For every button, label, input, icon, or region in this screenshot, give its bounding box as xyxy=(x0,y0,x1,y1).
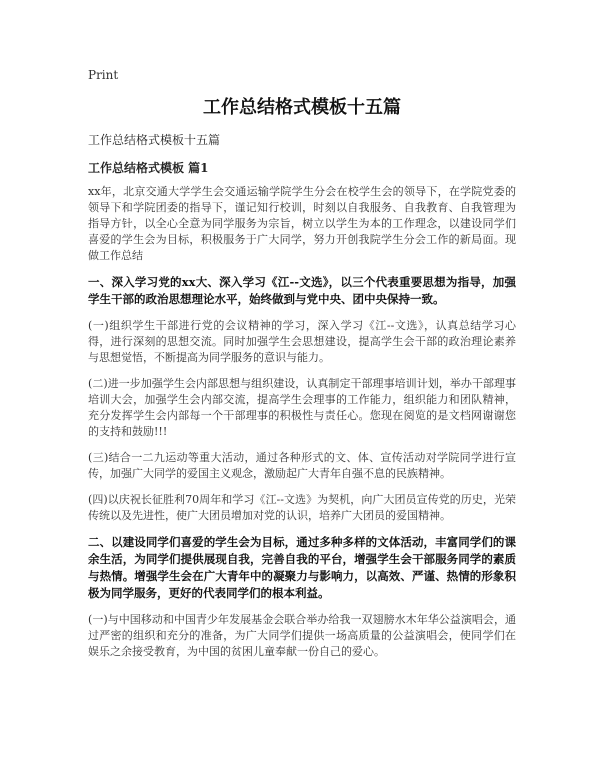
paragraph-item: (二)进一步加强学生会内部思想与组织建设，认真制定干部理事培训计划，举办干部理事培训大会，加强学生会内部交流，提高学生会理事的工作能力，组织能力和团队精神，充分发挥学生会内部每一个干部理事的积极性与责任心。您现在阅览的是文档网谢谢您的支持和鼓励!!! xyxy=(88,377,516,438)
document-title: 工作总结格式模板十五篇 xyxy=(203,97,401,118)
paragraph-item: (三)结合一二九运动等重大活动，通过各种形式的文、体、宣传活动对学院同学进行宣传，加强广大同学的爱国主义观念，激励起广大青年自强不息的民族精神。 xyxy=(88,451,516,480)
paragraph-item: (四)以庆祝长征胜利70周年和学习《江--文选》为契机，向广大团员宣传党的历史，光荣传统以及先进性，使广大团员增加对党的认识，培养广大团员的爱国精神。 xyxy=(88,493,516,522)
paragraph-item: (一)组织学生干部进行党的会议精神的学习，深入学习《江--文选》，认真总结学习心得，进行深刻的思想交流。同时加强学生会思想建设，提高学生会干部的政治理论素养与思想觉悟，不断提高为同学服务的意识与能力。 xyxy=(88,319,516,364)
document-subtitle: 工作总结格式模板十五篇 xyxy=(88,133,221,147)
section-heading: 工作总结格式模板 篇1 xyxy=(88,161,209,175)
heading-section-1: 一、深入学习党的xx大、深入学习《江--文选》，以三个代表重要思想为指导，加强学生干部的政治思想理论水平，始终做到与党中央、团中央保持一致。 xyxy=(88,275,516,306)
heading-section-2: 二、以建设同学们喜爱的学生会为目标，通过多种多样的文体活动，丰富同学们的课余生活，为同学们提供展现自我，完善自我的平台，增强学生会干部服务同学的素质与热情。增强学生会在广大青年中的凝聚力与影响力，以高效、严谨、热情的形象积极为同学服务，更好的代表同学们的根本利益。 xyxy=(88,535,516,600)
paragraph-intro: xx年，北京交通大学学生会交通运输学院学生分会在校学生会的领导下，在学院党委的领导下和学院团委的指导下，谨记知行校训，时刻以自我服务、自我教育、自我管理为指导方针，以全心全意为同学服务为宗旨，树立以学生为本的工作理念，以建设同学们喜爱的学生会为目标，积极服务于广大同学，努力开创我院学生分会工作的新局面。现做工作总结 xyxy=(88,185,516,262)
paragraph-item: (一)与中国移动和中国青少年发展基金会联合举办给我一双翅膀水木年华公益演唱会，通过严密的组织和充分的准备，为广大同学们提供一场高质量的公益演唱会，使同学们在娱乐之余接受教育，为中国的贫困儿童奉献一份自己的爱心。 xyxy=(88,613,516,658)
print-link[interactable]: Print xyxy=(88,68,119,82)
document-body xyxy=(88,184,516,670)
